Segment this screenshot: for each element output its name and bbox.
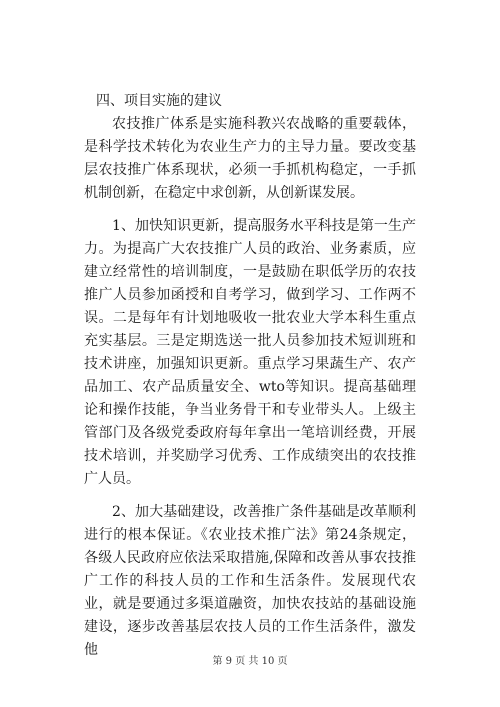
- paragraph-intro: 农技推广体系是实施科教兴农战略的重要载体，是科学技术转化为农业生产力的主导力量。要改变基层农技推广体系现状，必须一手抓机构稳定，一手抓机制创新，在稳定中求创新，从创新谋发展。: [84, 116, 416, 201]
- paragraph-knowledge-update: 1、加快知识更新，提高服务水平科技是第一生产力。为提高广大农技推广人员的政治、业务素质，应建立经常性的培训制度，一是鼓励在职低学历的农技推广人员参加函授和自考学习，做到学习、工作两不误。二是每年有计划地吸收一批农业大学本科生重点充实基层。三是定期选送一批人员参加技术短训班和技术讲座，加强知识更新。重点学习果蔬生产、农产品加工、农产品质量安全、wto等知识。提高基础理论和操作技能，争当业务骨干和专业带头人。上级主管部门及各级党委政府每年拿出一笔培训经费，开展技术培训，并奖励学习优秀、工作成绩突出的农技推广人员。: [84, 218, 416, 487]
- page-number-footer: 第 9 页 共 10 页: [212, 656, 288, 667]
- section-heading: 四、项目实施的建议: [96, 93, 222, 109]
- document-body: [84, 90, 416, 662]
- paragraph-infrastructure: 2、加大基础建设，改善推广条件基础是改革顺利进行的根本保证。《农业技术推广法》第24条规定，各级人民政府应依法采取措施,保障和改善从事农技推广工作的科技人员的工作和生活条件。发展现代农业，就是要通过多渠道融资，加快农技站的基础设施建设，逐步改善基层农技人员的工作生活条件，激发他: [84, 504, 416, 658]
